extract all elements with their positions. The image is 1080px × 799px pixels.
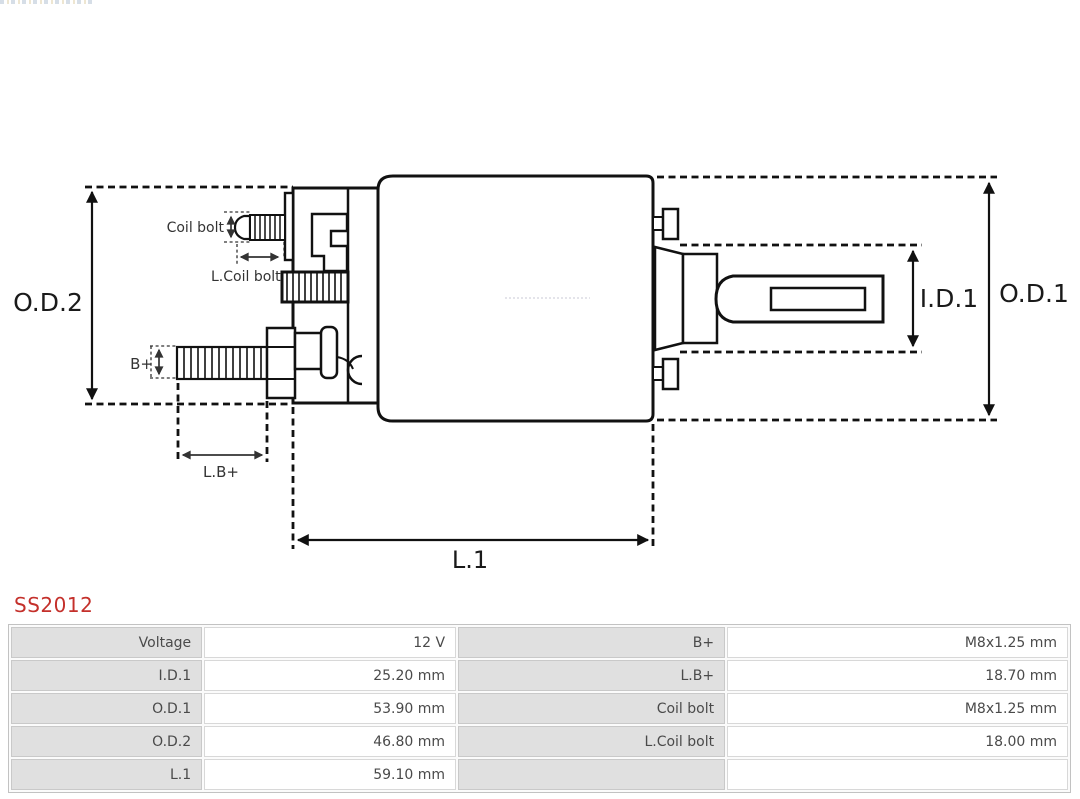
coil-bolt-label: Coil bolt — [166, 220, 224, 236]
plunger-slot — [771, 288, 865, 310]
spec-value: M8x1.25 mm — [727, 627, 1068, 658]
threaded-collar — [282, 272, 348, 302]
table-row — [11, 660, 1068, 691]
b-plus-flange — [321, 327, 337, 378]
table-row — [11, 726, 1068, 757]
page-corner-artifact — [0, 0, 92, 4]
plunger-flange — [655, 247, 683, 350]
spec-label: O.D.1 — [11, 693, 202, 724]
spec-value: 18.70 mm — [727, 660, 1068, 691]
spec-label: O.D.2 — [11, 726, 202, 757]
spec-label: L.Coil bolt — [458, 726, 725, 757]
spec-table — [8, 624, 1071, 793]
spec-label: Voltage — [11, 627, 202, 658]
coil-terminal-plate — [285, 193, 293, 260]
spec-label: L.1 — [11, 759, 202, 790]
spec-label — [458, 759, 725, 790]
coil-bolt — [235, 215, 285, 240]
terminal-tab-top — [653, 209, 678, 239]
table-row — [11, 627, 1068, 658]
table-row — [11, 759, 1068, 790]
spec-value: 53.90 mm — [204, 693, 456, 724]
plunger-assembly — [655, 247, 883, 350]
id1-label: I.D.1 — [919, 284, 979, 313]
od1-label: O.D.1 — [999, 279, 1069, 308]
table-row — [11, 693, 1068, 724]
solenoid-body — [378, 176, 653, 421]
spec-value: 59.10 mm — [204, 759, 456, 790]
spec-value: 18.00 mm — [727, 726, 1068, 757]
spec-value: 12 V — [204, 627, 456, 658]
b-plus-nut — [267, 328, 295, 398]
spec-label: Coil bolt — [458, 693, 725, 724]
terminal-tab-bottom — [653, 359, 678, 389]
spec-label: L.B+ — [458, 660, 725, 691]
spec-value — [727, 759, 1068, 790]
spec-value: M8x1.25 mm — [727, 693, 1068, 724]
b-plus-label: B+ — [130, 355, 153, 373]
l1-label: L.1 — [451, 546, 489, 574]
spec-value: 25.20 mm — [204, 660, 456, 691]
b-plus-washer — [295, 333, 322, 369]
spec-label: I.D.1 — [11, 660, 202, 691]
part-code: SS2012 — [14, 593, 94, 617]
l-b-plus-label: L.B+ — [203, 463, 239, 481]
od2-label: O.D.2 — [13, 288, 83, 317]
spec-value: 46.80 mm — [204, 726, 456, 757]
spec-label: B+ — [458, 627, 725, 658]
plunger-collar — [683, 254, 717, 343]
l-coil-bolt-label: L.Coil bolt — [211, 269, 281, 285]
